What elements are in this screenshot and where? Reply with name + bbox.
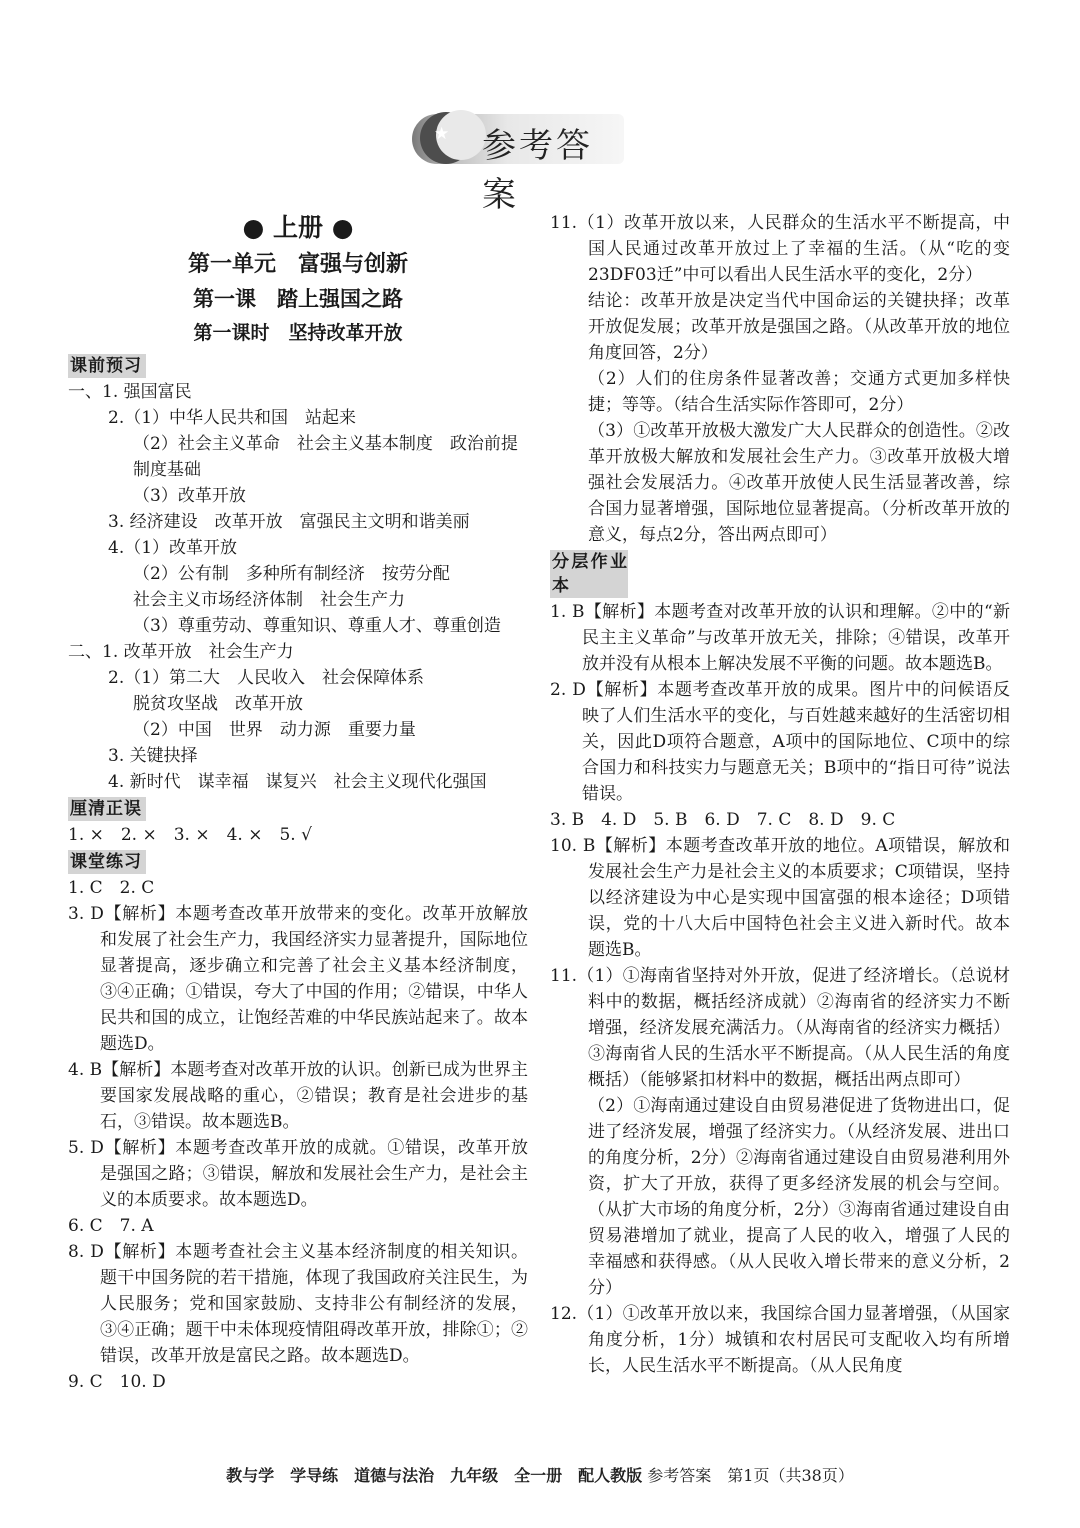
section-true-false: 厘清正误 (68, 797, 146, 821)
list-item: 3. 经济建设 改革开放 富强民主文明和谐美丽 (108, 512, 470, 532)
right-column (550, 210, 1010, 1379)
answer-item: 6. C 7. A (68, 1216, 154, 1236)
answer-item: 2. D【解析】本题考查改革开放的成果。图片中的问候语反映了人们生活水平的变化，与百姓越来越好的生活密切相关，因此D项符合题意，A项中的国际地位、C项中的综合国力和科技实力与题意无关；B项中的“指日可待”说法错误。 (550, 680, 1010, 804)
section-practice: 课堂练习 (68, 850, 146, 874)
list-item: （3）改革开放 (133, 486, 246, 506)
answer-item: （2）①海南通过建设自由贸易港促进了货物进出口，促进了经济发展，增强了经济实力。（从经济发展、进出口的角度分析，2分）②海南省通过建设自由贸易港利用外资，扩大了开放，获得了更多经济发展的机会与空间。（从扩大市场的角度分析，2分）③海南省通过建设自由贸易港增加了就业，提高了人民的收入，增强了人民的幸福感和获得感。（从人民收入增长带来的意义分析，2分） (588, 1096, 1010, 1298)
left-column (68, 210, 528, 1395)
list-item: 4. 新时代 谋幸福 谋复兴 社会主义现代化强国 (108, 772, 487, 792)
answer-item: 3. B 4. D 5. B 6. D 7. C 8. D 9. C (550, 810, 896, 830)
list-item: 3. 关键抉择 (108, 746, 198, 766)
answer-item: 12.（1）①改革开放以来，我国综合国力显著增强，（从国家角度分析，1分）城镇和农村居民可支配收入均有所增长，人民生活水平不断提高。（从人民角度 (550, 1304, 1010, 1376)
answer-item: 9. C 10. D (68, 1372, 166, 1392)
answer-item: 11.（1）①海南省坚持对外开放，促进了经济增长。（总说材料中的数据，概括经济成就）②海南省的经济实力不断增强，经济发展充满活力。（从海南省的经济实力概括）③海南省人民的生活水平不断提高。（从人民生活的角度概括）（能够紧扣材料中的数据，概括出两点即可） (550, 966, 1010, 1090)
answer-item: 1. B【解析】本题考查对改革开放的认识和理解。②中的“新民主主义革命”与改革开放无关，排除；④错误，改革开放并没有从根本上解决发展不平衡的问题。故本题选B。 (550, 602, 1010, 674)
answer-item: 10. B【解析】本题考查改革开放的地位。A项错误，解放和发展社会生产力是社会主义的本质要求；C项错误，坚持以经济建设为中心是实现中国富强的根本途径；D项错误，党的十八大后中国特色社会主义进入新时代。故本题选B。 (550, 836, 1010, 960)
answer-item: 3. D【解析】本题考查改革开放带来的变化。改革开放解放和发展了社会生产力，我国经济实力显著提升，国际地位显著提高，逐步确立和完善了社会主义基本经济制度，③④正确；①错误，夸大了中国的作用；②错误，中华人民共和国的成立，让饱经苦难的中华民族站起来了。故本题选D。 (68, 904, 528, 1054)
footer-page-info: 参考答案 第1页（共38页） (647, 1466, 854, 1485)
period-heading: 第一课时 坚持改革开放 (193, 322, 403, 344)
answer-item: 5. D【解析】本题考查改革开放的成就。①错误，改革开放是强国之路；③错误，解放和发展社会生产力，是社会主义的本质要求。故本题选D。 (68, 1138, 528, 1210)
list-item: （2）中国 世界 动力源 重要力量 (133, 720, 416, 740)
list-item: （2）公有制 多种所有制经济 按劳分配 (133, 564, 450, 584)
list-item: 二、1. 改革开放 社会生产力 (68, 642, 294, 662)
section-homework: 分层作业本 (552, 552, 628, 596)
unit-heading: 第一单元 富强与创新 (187, 251, 408, 277)
list-item: 2.（1）第二大 人民收入 社会保障体系 (108, 668, 425, 688)
answer-item: 8. D【解析】本题考查社会主义基本经济制度的相关知识。题干中国务院的若干措施，体现了我国政府关注民生，为人民服务；党和国家鼓励、支持非公有制经济的发展，③④正确；题干中未体现疫情阻碍改革开放，排除①；②错误，改革开放是富民之路。故本题选D。 (68, 1242, 528, 1366)
list-item: 脱贫攻坚战 改革开放 (133, 694, 303, 714)
banner-title: 参考答案 (482, 126, 593, 215)
star-icon: ★ (434, 124, 450, 144)
answer-item: 11.（1）改革开放以来，人民群众的生活水平不断提高，中国人民通过改革开放过上了幸福的生活。（从“吃的变23DF03迁”中可以看出人民生活水平的变化，2分） (550, 213, 1010, 285)
list-item: （2）社会主义革命 社会主义基本制度 政治前提 (133, 434, 518, 454)
answer-item: （3）①改革开放极大激发广大人民群众的创造性。②改革开放极大解放和发展社会生产力。③改革开放极大增强社会发展活力。④改革开放使人民生活显著改善，综合国力显著增强，国际地位显著提高。（分析改革开放的意义，每点2分，答出两点即可） (588, 421, 1010, 545)
answer-item: （2）人们的住房条件显著改善；交通方式更加多样快捷；等等。（结合生活实际作答即可，2分） (588, 369, 1010, 415)
answer-banner (412, 108, 624, 215)
list-item: 社会主义市场经济体制 社会生产力 (133, 590, 405, 610)
answer-item: 4. B【解析】本题考查对改革开放的认识。创新已成为世界主要国家发展战略的重心，②错误；教育是社会进步的基石，③错误。故本题选B。 (68, 1060, 528, 1132)
answer-item: 1. C 2. C (68, 878, 155, 898)
section-preview: 课前预习 (68, 354, 146, 378)
volume-heading: ● 上册 ● (242, 213, 354, 242)
answer-item: 结论：改革开放是决定当代中国命运的关键抉择；改革开放促发展；改革开放是强国之路。（从改革开放的地位角度回答，2分） (588, 291, 1010, 363)
lesson-heading: 第一课 踏上强国之路 (193, 286, 403, 311)
list-item: 一、1. 强国富民 (68, 382, 192, 402)
list-item: 制度基础 (133, 460, 201, 480)
page-footer (0, 1463, 1080, 1486)
list-item: （3）尊重劳动、尊重知识、尊重人才、尊重创造 (133, 616, 501, 636)
footer-book-title: 教与学 学导练 道德与法治 九年级 全一册 配人教版 (226, 1466, 643, 1485)
list-item: 2.（1）中华人民共和国 站起来 (108, 408, 357, 428)
true-false-answers: 1. × 2. × 3. × 4. × 5. √ (68, 825, 312, 845)
list-item: 4.（1）改革开放 (108, 538, 238, 558)
